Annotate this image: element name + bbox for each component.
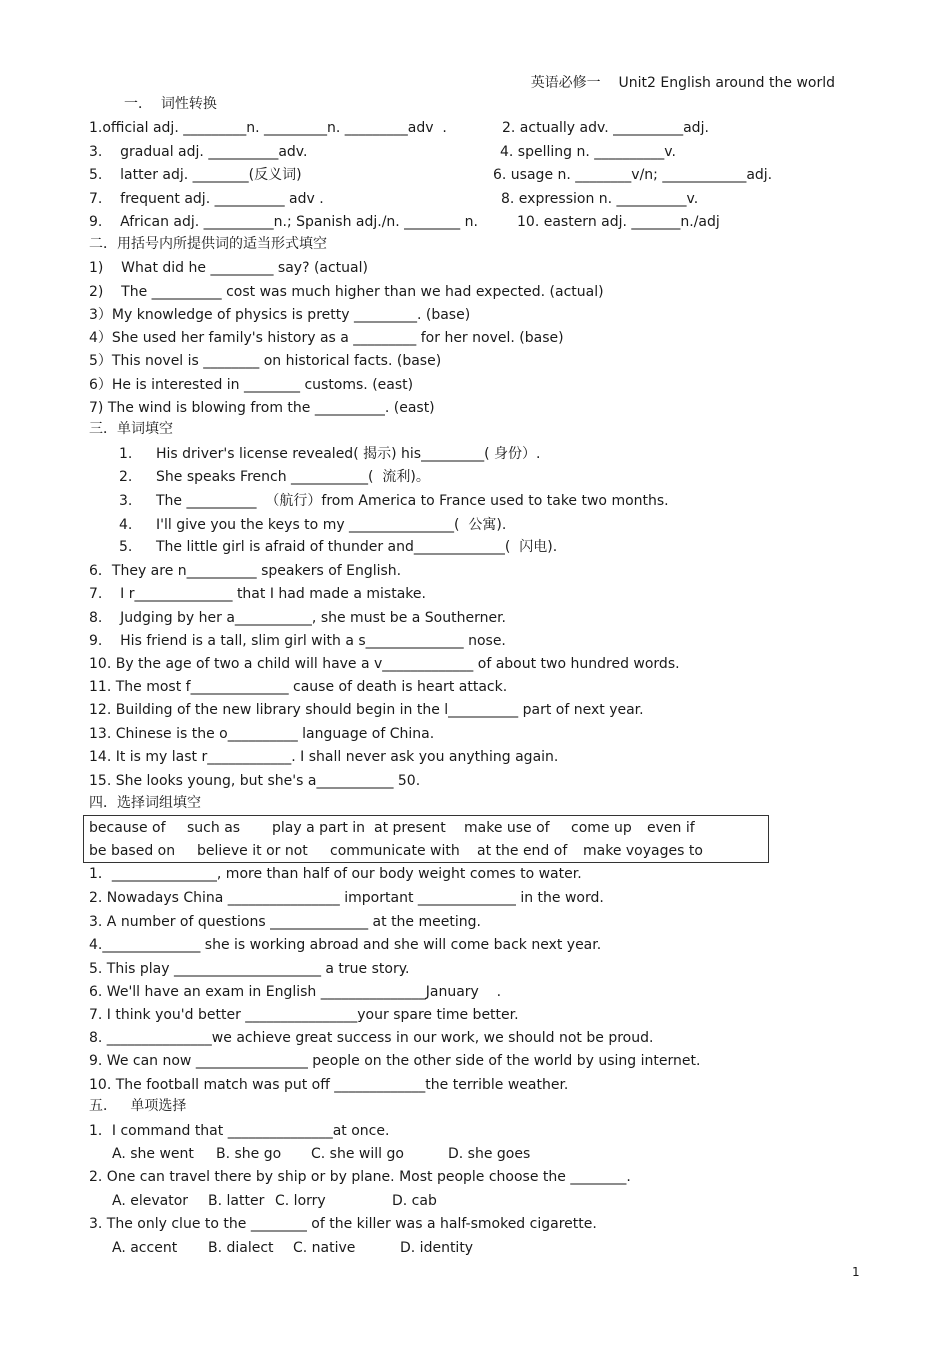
s3-item-text: The __________ （航行）from America to France used to take two months. — [156, 493, 669, 509]
s4-item: 8. _______________we achieve great success in our work, we should not be proud. — [89, 1030, 654, 1046]
mc-option: B. latter — [208, 1193, 265, 1209]
s3-item-text: His driver's license revealed( 揭示) his_________( 身份）. — [156, 446, 541, 462]
s1-row-5-left: 9. African adj. __________n.; Spanish adj./n. ________ n. — [89, 214, 478, 230]
s4-item: 10. The football match was put off _____________the terrible weather. — [89, 1077, 569, 1093]
s4-item: 3. A number of questions ______________ at the meeting. — [89, 914, 481, 930]
mc-option: C. she will go — [311, 1146, 404, 1162]
page-header: 英语必修一 Unit2 English around the world — [530, 75, 835, 91]
s3-item-text: She speaks French ___________( 流利)。 — [156, 469, 430, 485]
section-5-title: 五． 单项选择 — [89, 1098, 187, 1114]
mc-option: A. she went — [112, 1146, 194, 1162]
mc-option: A. accent — [112, 1240, 178, 1256]
s3-item: 6．They are n__________ speakers of English. — [89, 563, 402, 579]
s1-row-3-left: 5. latter adj. ________(反义词) — [89, 167, 302, 183]
s2-item: 4）She used her family's history as a _________ for her novel. (base) — [89, 330, 564, 346]
s3-item-number: 2. — [119, 469, 133, 485]
s1-row-4-right: 8. expression n. __________v. — [501, 191, 699, 207]
s3-item-number: 3. — [119, 493, 133, 509]
s3-item: 8. Judging by her a___________, she must be a Southerner. — [89, 610, 506, 626]
mc-option: C. native — [293, 1240, 356, 1256]
phrase-box — [83, 815, 769, 863]
s4-item: 1．_______________, more than half of our body weight comes to water. — [89, 866, 582, 882]
s1-row-1-left: 1.official adj. _________n. _________n. _________adv . — [89, 120, 447, 136]
s3-item-text: The little girl is afraid of thunder and_____________( 闪电). — [156, 539, 558, 555]
s3-item: 7. I r______________ that I had made a mistake. — [89, 586, 426, 602]
phrase-option: even if — [647, 820, 695, 836]
s4-item: 6. We'll have an exam in English _______________January . — [89, 984, 502, 1000]
s3-item-number: 4. — [119, 517, 133, 533]
s1-row-5-right: 10. eastern adj. _______n./adj — [517, 214, 720, 230]
s3-item: 15. She looks young, but she's a___________ 50. — [89, 773, 421, 789]
s1-row-2-left: 3. gradual adj. __________adv. — [89, 144, 308, 160]
phrase-option: make use of — [464, 820, 550, 836]
s3-item: 12. Building of the new library should begin in the l__________ part of next year. — [89, 702, 644, 718]
mc-option: D. cab — [392, 1193, 437, 1209]
s1-row-1-right: 2. actually adv. __________adj. — [502, 120, 709, 136]
s2-item: 6）He is interested in ________ customs. (east) — [89, 377, 414, 393]
s4-item: 5. This play _____________________ a true story. — [89, 961, 410, 977]
s3-item-text: I'll give you the keys to my _______________( 公寓). — [156, 517, 507, 533]
s3-item: 13. Chinese is the o__________ language of China. — [89, 726, 435, 742]
phrase-option: such as — [187, 820, 241, 836]
mc-option: B. she go — [216, 1146, 282, 1162]
section-3-title: 三．单词填空 — [89, 421, 173, 437]
s2-item: 2) The __________ cost was much higher than we had expected. (actual) — [89, 284, 604, 300]
s1-row-4-left: 7. frequent adj. __________ adv . — [89, 191, 324, 207]
s2-item: 5）This novel is ________ on historical facts. (base) — [89, 353, 442, 369]
mc-question: 3. The only clue to the ________ of the killer was a half-smoked cigarette. — [89, 1216, 597, 1232]
section-2-title: 二．用括号内所提供词的适当形式填空 — [89, 236, 327, 252]
s1-row-3-right: 6. usage n. ________v/n; ____________adj. — [493, 167, 773, 183]
phrase-option: because of — [89, 820, 166, 836]
s3-item-number: 1. — [119, 446, 133, 462]
s3-item: 9. His friend is a tall, slim girl with a s______________ nose. — [89, 633, 506, 649]
phrase-option: communicate with — [330, 843, 460, 859]
mc-question: 2. One can travel there by ship or by plane. Most people choose the ________. — [89, 1169, 631, 1185]
phrase-option: come up — [571, 820, 632, 836]
mc-option: B. dialect — [208, 1240, 274, 1256]
phrase-option: at the end of — [477, 843, 568, 859]
phrase-option: believe it or not — [197, 843, 308, 859]
s2-item: 1) What did he _________ say? (actual) — [89, 260, 368, 276]
mc-option: A. elevator — [112, 1193, 189, 1209]
s4-item: 9. We can now ________________ people on the other side of the world by using internet. — [89, 1053, 701, 1069]
s4-item: 2. Nowadays China ________________ important ______________ in the word. — [89, 890, 604, 906]
phrase-option: at present — [374, 820, 446, 836]
s3-item: 11. The most f______________ cause of death is heart attack. — [89, 679, 508, 695]
phrase-option: be based on — [89, 843, 176, 859]
phrase-option: make voyages to — [583, 843, 703, 859]
s3-item: 14. It is my last r____________. I shall never ask you anything again. — [89, 749, 559, 765]
section-1-title: 一． 词性转换 — [124, 96, 217, 112]
s2-item: 3）My knowledge of physics is pretty _________. (base) — [89, 307, 471, 323]
s1-row-2-right: 4. spelling n. __________v. — [500, 144, 676, 160]
mc-question: 1．I command that _______________at once. — [89, 1123, 390, 1139]
s4-item: 4.______________ she is working abroad and she will come back next year. — [89, 937, 602, 953]
s3-item: 10. By the age of two a child will have a v_____________ of about two hundred words. — [89, 656, 680, 672]
mc-option: D. identity — [400, 1240, 474, 1256]
section-4-title: 四．选择词组填空 — [89, 795, 201, 811]
s3-item-number: 5. — [119, 539, 133, 555]
s2-item: 7) The wind is blowing from the __________. (east) — [89, 400, 435, 416]
mc-option: D. she goes — [448, 1146, 531, 1162]
s4-item: 7. I think you'd better ________________your spare time better. — [89, 1007, 519, 1023]
page-number: 1 — [852, 1265, 860, 1279]
phrase-option: play a part in — [272, 820, 366, 836]
mc-option: C. lorry — [275, 1193, 326, 1209]
